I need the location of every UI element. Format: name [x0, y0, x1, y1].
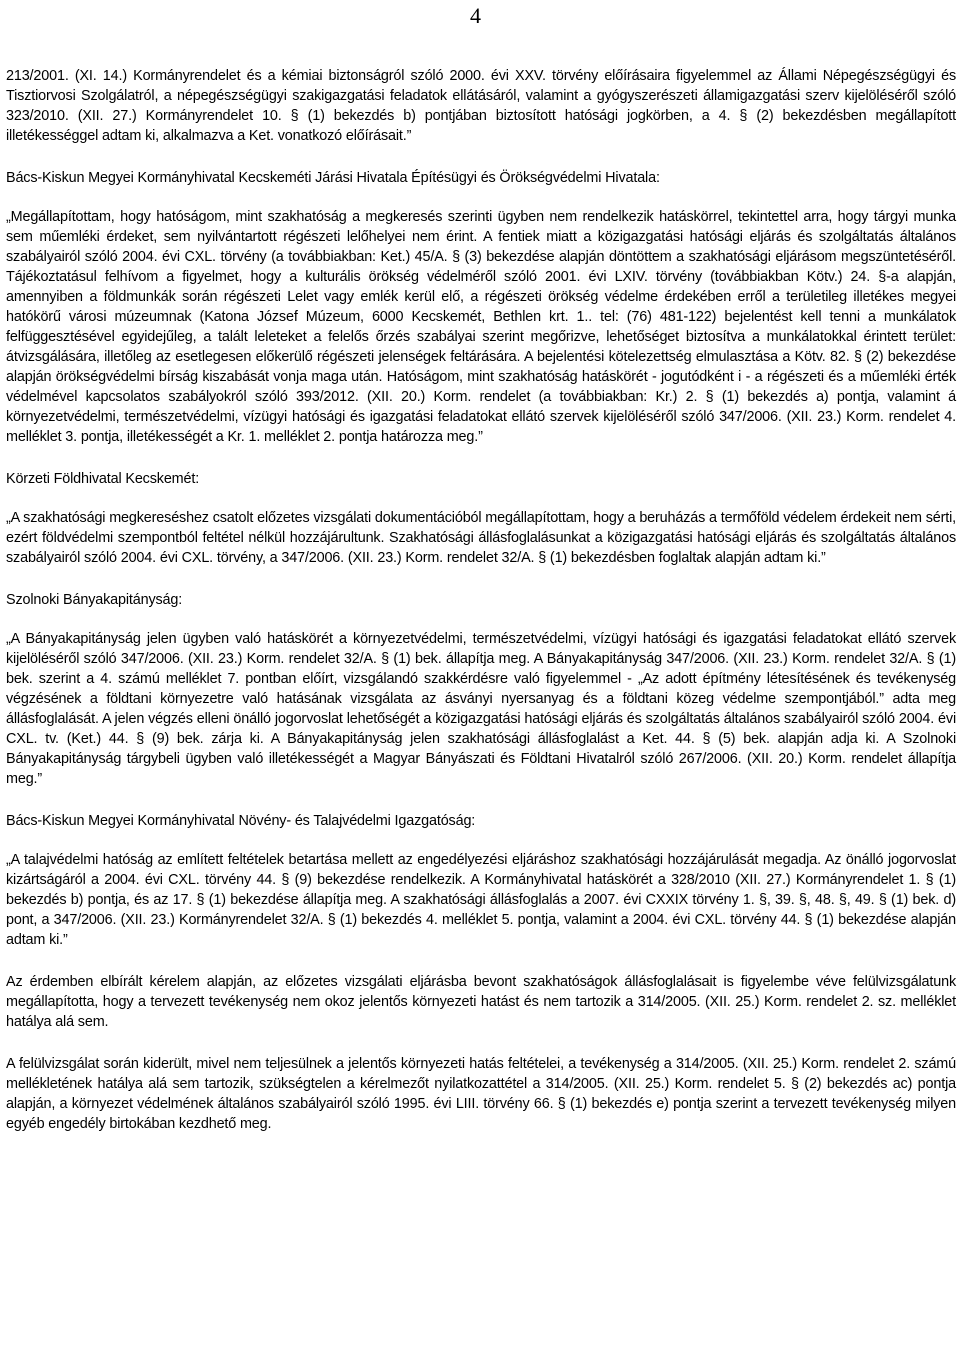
heading-mining-authority: Szolnoki Bányakapitányság:	[6, 592, 183, 608]
heading-heritage-office: Bács-Kiskun Megyei Kormányhivatal Kecskeméti Járási Hivatala Építésügyi és Örökségvédelmi Hivatala:	[6, 170, 660, 186]
paragraph-heritage-office: „Megállapítottam, hogy hatóságom, mint szakhatóság a megkeresés szerinti ügyben nem rendelkezik hatáskörrel, tekintettel arra, hogy tárgyi munka sem műemléki érdeket, sem nyilvántartott régészeti lelőhelyei nem érint. A fentiek miatt a közigazgatási hatósági eljárás és szolgáltatás általános szabályairól szóló 2004. évi CXL. törvény (a továbbiakban: Ket.) 45/A. § (3) bekezdése alapján döntöttem a szakhatósági eljárásom megszüntetéséről. Tájékoztatásul felhívom a figyelmet, hogy a kulturális örökség védelméről szóló 2001. évi LXIV. törvény (továbbiakban Kötv.) 24. §-a alapján, amennyiben a földmunkák során régészeti Lelet vagy emlék kerül elő, a régészeti örökség védelme érdekében erről a területileg illetékes megyei hatókörű városi múzeumnak (Katona József Múzeum, 6000 Kecskemét, Bethlen krt. 1.. tel: (76) 481-122) bejelentést kell tenni a munkálatok felfüggesztésével egyidejűleg, a talált leleteket a felelős őrzés szabályai szerint megőrizve, lehetőséget biztosítva a munkálatokkal érintett terület: átvizsgálására, illetőleg az esetlegesen előkerülő régészeti jelenségek feltárására. A bejelentési kötelezettség elmulasztása a Kötv. 82. § (2) bekezdése alapján örökségvédelmi bírság kiszabását vonja maga után. Hatóságom, mint szakhatóság hatáskörét - jogutódként i - a régészeti és a műemléki érték védelmével kapcsolatos szabályokról szóló 393/2012. (XII. 20.) Korm. rendelet (a továbbiakban: Kr.) 2. § (1) bekezdés a) pontja, valamint á környezetvédelmi, természetvédelmi, vízügyi hatósági és igazgatási feladatokat ellátó szervek kijelöléséről szóló 347/2006. (XII. 23.) Korm. rendelet 4. melléklet 3. pontja, illetékességét a Kr. 1. melléklet 2. pontja határozza meg.”	[6, 209, 956, 445]
heading-plant-soil-directorate: Bács-Kiskun Megyei Kormányhivatal Növény- és Talajvédelmi Igazgatóság:	[6, 813, 476, 829]
document-body	[6, 66, 956, 1134]
page-number: 4	[470, 3, 481, 28]
paragraph-land-office: „A szakhatósági megkereséshez csatolt előzetes vizsgálati dokumentációból megállapítottam, hogy a beruházás a termőföld védelem érdekeit nem sérti, ezért földvédelmi szempontból feltétel nélkül hozzájárultunk. Szakhatósági állásfoglalásunkat a közigazgatási hatósági eljárás és szolgáltatás általános szabályairól szóló 2004. évi CXL. törvény, a 347/2006. (XII. 23.) Korm. rendelet 32/A. § (1) bekezdésben foglaltak alapján adtam ki.”	[6, 510, 956, 566]
paragraph-review-conclusion: Az érdemben elbírált kérelem alapján, az előzetes vizsgálati eljárásba bevont szakhatóságok állásfoglalásait is figyelembe véve felülvizsgálatunk megállapította, hogy a tervezett tevékenység nem okoz jelentős környezeti hatást és nem tartozik a 314/2005. (XII. 25.) Korm. rendelet 2. sz. melléklet hatálya alá sem.	[6, 974, 956, 1030]
paragraph-plant-soil-directorate: „A talajvédelmi hatóság az említett feltételek betartása mellett az engedélyezési eljáráshoz szakhatósági hozzájárulását megadja. Az önálló jogorvoslat kizártságáról a 2004. évi CXL. törvény 44. § (9) bekezdése rendelkezik. A Kormányhivatal hatáskörét a 328/2010 (XII. 27.) Kormányrendelet 1. § (1) bekezdés b) pontja, és az 17. § (1) bekezdése állapítja meg. A szakhatósági állásfoglalás a 2007. évi CXXIX törvény 1. §, 39. §, 48. §, 49. § (1) bek. d) pont, a 347/2006. (XII. 23.) Kormányrendelet 32/A. § (1) bekezdés 4. melléklet 5. pontja, valamint a 2004. évi CXL. törvény 44. § (1) bekezdése alapján adtam ki.”	[6, 852, 956, 948]
paragraph-mining-authority: „A Bányakapitányság jelen ügyben való hatáskörét a környezetvédelmi, természetvédelmi, vízügyi hatósági és igazgatási feladatokat ellátó szervek kijelöléséről szóló 347/2006. (XII. 23.) Korm. rendelet 32/A. § (1) bek. állapítja meg. A Bányakapitányság 347/2006. (XII. 23.) Korm. rendelet 32/A. § (1) bek. szerint a 4. számú melléklet 7. pontban előírt, vizsgálandó szakkérdésre való figyelemmel - „Az adott építmény létesítésének és tevékenység végzésének a földtani környezetre való hatásának vizsgálata az ásványi nyersanyag és a földtani közeg védelme szempontjából.” adta meg állásfoglalását. A jelen végzés elleni önálló jogorvoslat lehetőségét a közigazgatási hatósági eljárás és szolgáltatás általános szabályairól szóló 2004. évi CXL. tv. (Ket.) 44. § (9) bek. zárja ki. A Bányakapitányság jelen szakhatósági állásfoglalást a Ket. 44. § (5) bek. alapján adja ki. A Szolnoki Bányakapitányság tárgybeli ügyben való illetékességét a Magyar Bányászati és Földtani Hivatalról szóló 267/2006. (XII. 20.) Korm. rendelet állapítja meg.”	[6, 631, 956, 787]
paragraph-legal-basis: 213/2001. (XI. 14.) Kormányrendelet és a kémiai biztonságról szóló 2000. évi XXV. törvény előírásaira figyelemmel az Állami Népegészségügyi és Tisztiorvosi Szolgálatról, a népegészségügyi szakigazgatási feladatok ellátásáról, valamint a gyógyszerészeti államigazgatási szerv kijelöléséről szóló 323/2010. (XII. 27.) Kormányrendelet 10. § (1) bekezdés b) pontjában biztosított hatósági jogkörben, a 4. § (2) bekezdésben megállapított illetékességgel adtam ki, alkalmazva a Ket. vonatkozó előírásait.”	[6, 68, 956, 144]
paragraph-review-findings: A felülvizsgálat során kiderült, mivel nem teljesülnek a jelentős környezeti hatás feltételei, a tevékenység a 314/2005. (XII. 25.) Korm. rendelet 2. számú mellékletének hatálya alá sem tartozik, szükségtelen a kérelmezőt nyilatkozattétel a 314/2005. (XII. 25.) Korm. rendelet 5. § (2) bekezdés ac) pontja alapján, a környezet védelmének általános szabályairól szóló 1995. évi LIII. törvény 66. § (1) bekezdés e) pontja szerint a tervezett tevékenység milyen egyéb engedély birtokában kezdhető meg.	[6, 1056, 956, 1132]
heading-land-office: Körzeti Földhivatal Kecskemét:	[6, 471, 200, 487]
